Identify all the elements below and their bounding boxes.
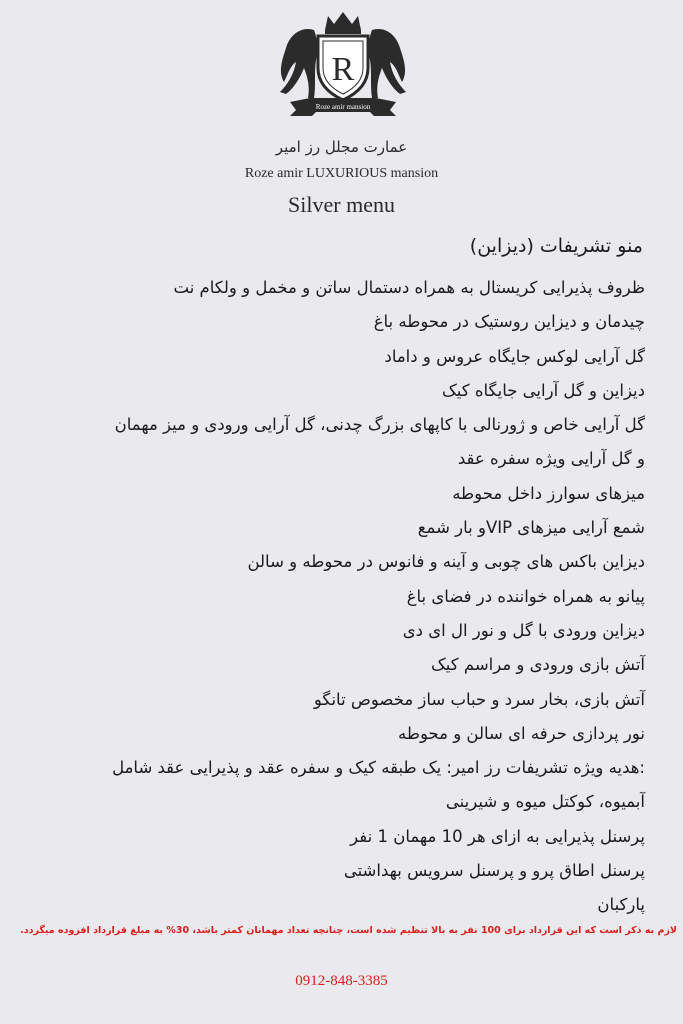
menu-item: آتش بازی ورودی و مراسم کیک <box>430 655 645 675</box>
menu-item: گل آرایی لوکس جایگاه عروس و داماد <box>384 346 645 366</box>
menu-item: چیدمان و دیزاین روستیک در محوطه باغ <box>373 312 645 332</box>
crown-icon <box>325 12 361 34</box>
menu-item: آبمیوه، کوکتل میوه و شیرینی <box>445 792 645 812</box>
right-horse-icon <box>369 29 406 98</box>
menu-item: میزهای سوارز داخل محوطه <box>452 483 645 503</box>
menu-item: ظروف پذیرایی کریستال به همراه دستمال ساتن و مخمل و ولکام نت <box>173 278 645 297</box>
menu-item: پرسنل اطاق پرو و پرسنل سرویس بهداشتی <box>343 861 645 881</box>
menu-item: پرسنل پذیرایی به ازای هر 10 مهمان 1 نفر <box>350 826 645 846</box>
menu-item: پارکبان <box>597 895 645 915</box>
brand-name-fa: عمارت مجلل رز امیر <box>275 138 408 156</box>
brand-name-en: Roze amir LUXURIOUS mansion <box>244 166 439 181</box>
logo-letter: R <box>331 51 355 88</box>
contract-note: لازم به ذکر است که این قرارداد برای 100 نفر به بالا تنظیم شده است، چنانچه تعداد مهمانان کمتر باشد، 30% به مبلغ قرارداد افزوده میگردد. <box>20 925 677 936</box>
menu-item: :هدیه ویژه تشریفات رز امیر: یک طبقه کیک و سفره عقد و پذیرایی عقد شامل <box>112 758 645 778</box>
menu-item: و گل آرایی ویژه سفره عقد <box>457 449 645 469</box>
menu-item: پیانو به همراه خواننده در فضای باغ <box>406 586 645 606</box>
menu-item: دیزاین و گل آرایی جایگاه کیک <box>441 380 645 400</box>
menu-item: گل آرایی خاص و ژورنالی با کاپهای بزرگ چدنی، گل آرایی ورودی و میز مهمان <box>114 415 645 435</box>
menu-item: آتش بازی، بخار سرد و حباب ساز مخصوص تانگو <box>313 689 645 709</box>
logo-ribbon-text: Roze amir mansion <box>315 103 371 111</box>
menu-item: دیزاین ورودی با گل و نور ال ای دی <box>402 620 645 640</box>
left-horse-icon <box>280 29 317 98</box>
menu-item: نور پردازی حرفه ای سالن و محوطه <box>397 723 645 743</box>
menu-name: Silver menu <box>288 192 395 217</box>
menu-item: دیزاین باکس های چوبی و آینه و فانوس در محوطه و سالن <box>247 552 645 572</box>
mansion-logo <box>270 8 416 120</box>
menu-item: شمع آرایی میزهای VIPو بار شمع <box>417 518 645 538</box>
menu-items-list <box>25 271 645 923</box>
phone-number[interactable]: 0912-848-3385 <box>295 973 388 989</box>
section-title: منو تشریفات (دیزاین) <box>469 235 643 257</box>
